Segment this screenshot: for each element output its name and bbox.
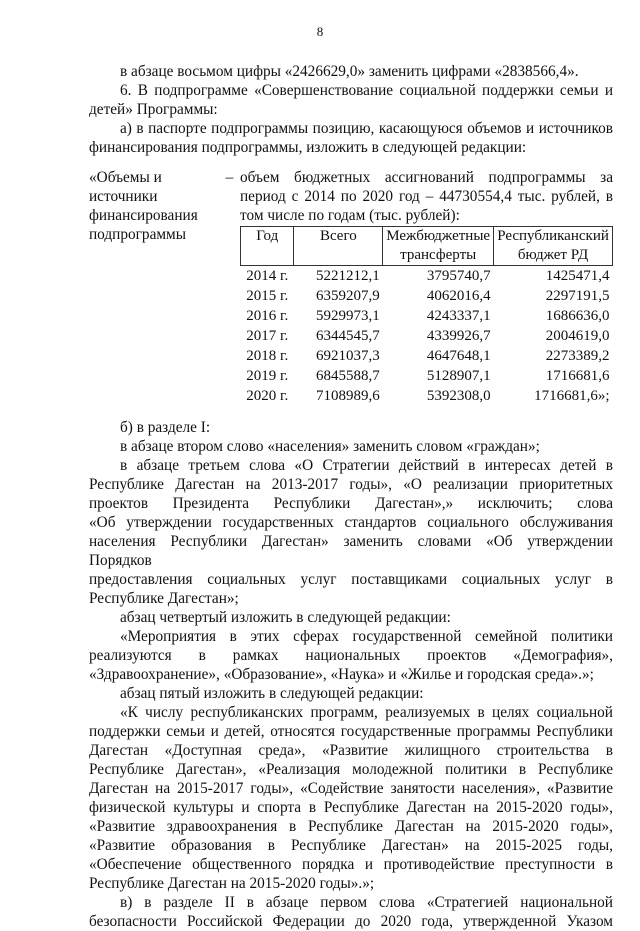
paragraph: «К числу республиканских программ, реализуемых в целях социальной — [120, 704, 613, 721]
label-line: «Объемы и — [89, 169, 162, 186]
paragraph: абзац пятый изложить в следующей редакции: — [120, 685, 424, 702]
cell-total: 5929973,1 — [316, 308, 380, 324]
cell-total: 5221212,1 — [316, 268, 380, 284]
cell-transfers: 5392308,0 — [426, 388, 491, 404]
cell-transfers: 3795740,7 — [426, 268, 491, 284]
header-year: Год — [241, 227, 294, 266]
paragraph: «Развитие здравоохранения в Республике Дагестан на 2015-2020 годы», — [89, 818, 613, 835]
label-line: источники — [89, 188, 158, 205]
header-transfers: Межбюджетные трансферты — [383, 227, 494, 266]
paragraph: Дагестан «Доступная среда», «Развитие жилищного строительства в — [89, 742, 613, 759]
funding-label — [89, 168, 219, 406]
cell-transfers: 4243337,1 — [426, 308, 491, 324]
cell-year: 2019 г. — [246, 368, 289, 384]
table-row — [241, 366, 613, 386]
cell-year: 2017 г. — [246, 328, 289, 344]
paragraph: «Об утверждении государственных стандартов социального обслуживания — [89, 514, 613, 531]
table-row — [241, 346, 613, 366]
paragraph: в абзаце втором слово «населения» заменить словом «граждан»; — [120, 438, 540, 455]
document-body — [89, 62, 613, 931]
cell-total: 6359207,9 — [316, 288, 380, 304]
label-line: подпрограммы — [89, 226, 187, 243]
cell-transfers: 5128907,1 — [426, 368, 491, 384]
detail-line: период с 2014 по 2020 год – 44730554,4 тыс. рублей, в — [240, 188, 613, 205]
paragraph: Республике Дагестан», «Реализация молодежной политики в Республике — [89, 761, 613, 778]
paragraph: Республике Дагестан на 2013-2017 годы», «О реализации приоритетных — [89, 476, 613, 493]
paragraph: Республике Дагестан на 2015-2020 годы».»; — [89, 875, 375, 892]
cell-republic-budget: 1716681,6»; — [534, 388, 610, 404]
funding-details — [240, 168, 613, 406]
funding-block — [89, 168, 613, 406]
paragraph: «Мероприятия в этих сферах государственной семейной политики — [120, 628, 613, 645]
paragraph: Дагестан на 2015-2017 годы», «Содействие занятости населения», «Развитие — [89, 780, 613, 797]
paragraph: реализуются в рамках национальных проектов «Демография», — [89, 647, 613, 664]
paragraph: детей» Программы: — [89, 101, 218, 118]
cell-total: 6344545,7 — [316, 328, 380, 344]
table-row — [241, 286, 613, 306]
cell-republic-budget: 1686636,0 — [545, 308, 610, 324]
detail-line: том числе по годам (тыс. рублей): — [240, 207, 460, 224]
table-header-row — [241, 227, 613, 266]
header-total: Всего — [294, 227, 383, 266]
paragraph: Республике Дагестан»; — [89, 590, 239, 607]
cell-year: 2016 г. — [246, 308, 289, 324]
table-row — [241, 386, 613, 406]
table-row — [241, 306, 613, 326]
detail-line: объем бюджетных ассигнований подпрограммы за — [240, 169, 613, 186]
paragraph: в) в разделе II в абзаце первом слова «Стратегией национальной — [120, 894, 613, 911]
label-line: финансирования — [89, 207, 198, 224]
paragraph: абзац четвертый изложить в следующей редакции: — [120, 609, 451, 626]
paragraph: б) в разделе I: — [120, 419, 211, 436]
paragraph: проектов Президента Республики Дагестан»,» исключить; слова — [89, 495, 613, 512]
paragraph: физической культуры и спорта в Республике Дагестан на 2015-2020 годы», — [89, 799, 613, 816]
paragraph: 6. В подпрограмме «Совершенствование социальной поддержки семьи и — [120, 82, 613, 99]
cell-year: 2018 г. — [246, 348, 289, 364]
paragraph: безопасности Российской Федерации до 2020 года, утвержденной Указом — [89, 913, 613, 930]
header-republic-budget: Республиканский бюджет РД — [494, 227, 613, 266]
table-row — [241, 266, 613, 287]
cell-year: 2014 г. — [246, 268, 289, 284]
paragraph: в абзаце восьмом цифры «2426629,0» заменить цифрами «2838566,4». — [120, 63, 579, 80]
paragraph: в абзаце третьем слова «О Стратегии действий в интересах детей в — [120, 457, 613, 474]
paragraph: финансирования подпрограммы, изложить в следующей редакции: — [89, 139, 527, 156]
cell-republic-budget: 2297191,5 — [545, 288, 610, 304]
cell-year: 2020 г. — [246, 388, 289, 404]
cell-republic-budget: 2004619,0 — [545, 328, 610, 344]
table-row — [241, 326, 613, 346]
cell-total: 7108989,6 — [316, 388, 380, 404]
page-number: 8 — [316, 24, 324, 39]
paragraph: поддержки семьи и детей, относятся государственные программы Республики — [89, 723, 613, 740]
paragraph: «Развитие образования в Республике Дагестан» на 2015-2025 годы, — [89, 837, 613, 854]
cell-republic-budget: 1716681,6 — [545, 368, 610, 384]
cell-republic-budget: 2273389,2 — [545, 348, 610, 364]
paragraph: предоставления социальных услуг поставщиками социальных услуг в — [89, 571, 613, 588]
paragraph: а) в паспорте подпрограммы позицию, касающуюся объемов и источников — [120, 120, 613, 137]
cell-transfers: 4062016,4 — [426, 288, 491, 304]
paragraph: «Обеспечение общественного порядка и противодействие преступности в — [89, 856, 613, 873]
cell-transfers: 4647648,1 — [426, 348, 491, 364]
cell-total: 6845588,7 — [316, 368, 380, 384]
cell-republic-budget: 1425471,4 — [545, 268, 610, 284]
cell-total: 6921037,3 — [316, 348, 380, 364]
cell-year: 2015 г. — [246, 288, 289, 304]
cell-transfers: 4339926,7 — [426, 328, 491, 344]
paragraph: населения Республики Дагестан» заменить словами «Об утверждении Порядков — [89, 533, 613, 569]
dash: – — [225, 169, 234, 186]
paragraph: «Здравоохранение», «Образование», «Наука» и «Жилье и городская среда».»; — [89, 666, 594, 683]
funding-table — [240, 226, 613, 406]
